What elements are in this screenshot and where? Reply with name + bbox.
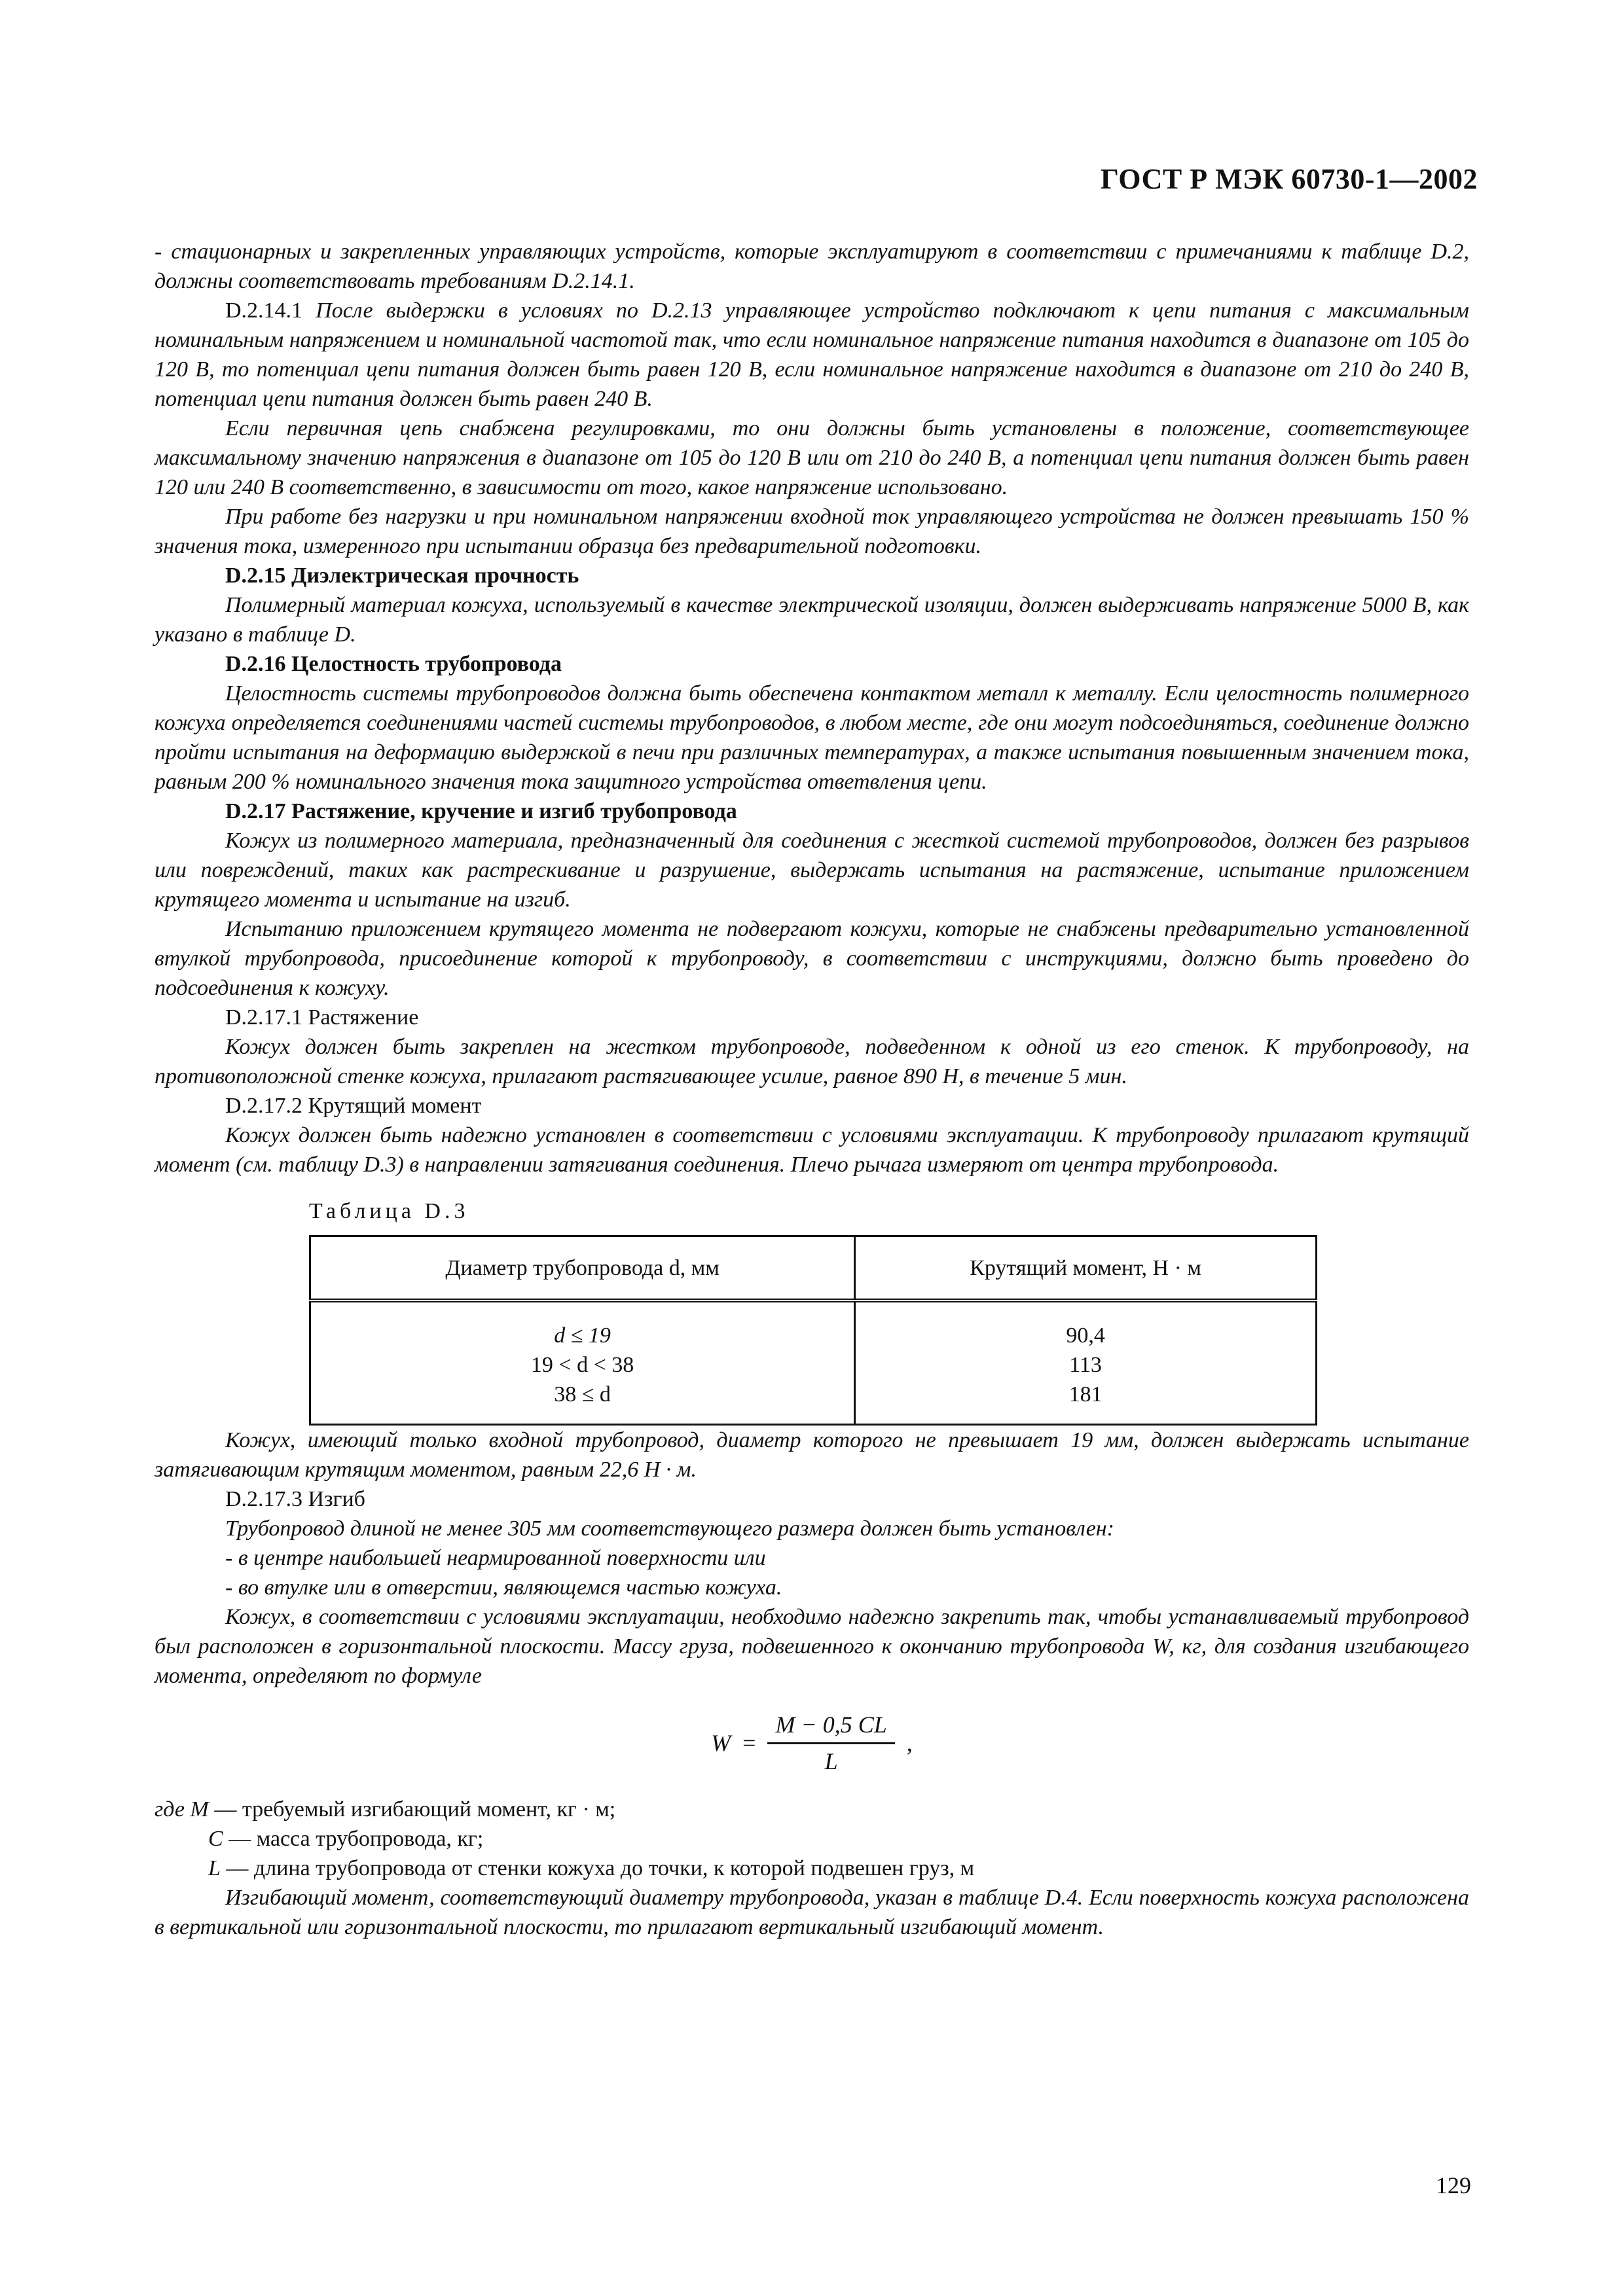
paragraph: Кожух из полимерного материала, предназначенный для соединения с жесткой системой трубопроводов, должен без разрывов или повреждений, таких как растрескивание и разрушение, выдержать испытания на растяжение, испытание приложением крутящего момента и испытание на изгиб. bbox=[155, 829, 1469, 912]
where-line bbox=[155, 1824, 1469, 1854]
document-header: ГОСТ Р МЭК 60730-1—2002 bbox=[1100, 163, 1478, 195]
page-number: 129 bbox=[1436, 2172, 1471, 2198]
torque-table bbox=[309, 1235, 1317, 1426]
paragraph: Кожух должен быть закреплен на жестком трубопроводе, подведенном к одной из его стенок. К трубопроводу, на противоположной стенке кожуха, прилагают растягивающее усилие, равное 890 Н, в течение 5 мин. bbox=[155, 1035, 1469, 1088]
formula-equals: = bbox=[742, 1730, 756, 1756]
where-prefix: где bbox=[155, 1797, 185, 1821]
table-cell: 181 bbox=[1068, 1382, 1103, 1407]
paragraph: - стационарных и закрепленных управляющих устройств, которые эксплуатируют в соответствии с примечаниями к таблице D.2, должны соответствовать требованиям D.2.14.1. bbox=[155, 240, 1469, 293]
formula-denominator: L bbox=[824, 1748, 838, 1774]
paragraph: Целостность системы трубопроводов должна быть обеспечена контактом металл к металлу. Если целостность полимерного кожуха определяется соединениями частей системы трубопроводов, в любом месте, где они могут подсоединяться, соединение должно пройти испытания на деформацию выдержкой в печи при различных температурах, а также испытания повышенным значением тока, равным 200 % номинального значения тока защитного устройства ответвления цепи. bbox=[155, 681, 1469, 794]
paragraph bbox=[155, 296, 1469, 414]
paragraph-text: После выдержки в условиях по D.2.13 управляющее устройство подключают к цепи питания с максимальным номинальным напряжением и номинальной частотой так, что если номинальное напряжение питания находится в диапазоне от 105 до 120 В, то потенциал цепи питания должен быть равен 120 В, если номинальное напряжение находится в диапазоне от 210 до 240 В, потенциал цепи питания должен быть равен 240 В. bbox=[155, 298, 1469, 411]
where-definition: — требуемый изгибающий момент, кг · м; bbox=[214, 1797, 616, 1821]
list-item: - в центре наибольшей неармированной поверхности или bbox=[225, 1546, 766, 1570]
paragraph: Кожух, в соответствии с условиями эксплуатации, необходимо надежно закрепить так, чтобы устанавливаемый трубопровод был расположен в горизонтальной плоскости. Массу груза, подвешенного к окончанию трубопровода W, кг, для создания изгибающего момента, определяют по формуле bbox=[155, 1605, 1469, 1688]
paragraph: Испытанию приложением крутящего момента не подвергают кожухи, которые не снабжены предварительно установленной втулкой трубопровода, присоединение которой к трубопроводу, в соответствии с инструкциями, должно быть проведено до подсоединения к кожуху. bbox=[155, 917, 1469, 1000]
list-item: - во втулке или в отверстии, являющемся частью кожуха. bbox=[225, 1575, 782, 1600]
table-caption: Таблица D.3 bbox=[309, 1199, 469, 1223]
table-cell: 19 < d < 38 bbox=[530, 1353, 634, 1377]
section-heading: D.2.17 Растяжение, кручение и изгиб трубопровода bbox=[225, 799, 737, 823]
table-cell: d ≤ 19 bbox=[554, 1323, 611, 1348]
table-cell: 38 ≤ d bbox=[554, 1382, 611, 1407]
formula-tail: , bbox=[906, 1730, 913, 1756]
where-definition: — масса трубопровода, кг; bbox=[228, 1827, 484, 1851]
where-symbol: L bbox=[208, 1856, 221, 1880]
subclause-heading: D.2.17.3 Изгиб bbox=[225, 1487, 365, 1511]
section-heading: D.2.15 Диэлектрическая прочность bbox=[225, 564, 579, 588]
paragraph: Кожух должен быть надежно установлен в соответствии с условиями эксплуатации. К трубопроводу прилагают крутящий момент (см. таблицу D.3) в направлении затягивания соединения. Плечо рычага измеряют от центра трубопровода. bbox=[155, 1123, 1469, 1177]
table-cell-diameters bbox=[310, 1300, 855, 1425]
paragraph: Изгибающий момент, соответствующий диаметру трубопровода, указан в таблице D.4. Если поверхность кожуха расположена в вертикальной или горизонтальной плоскости, то прилагают вертикальный изгибающий момент. bbox=[155, 1886, 1469, 1939]
section-heading: D.2.16 Целостность трубопровода bbox=[225, 652, 562, 676]
where-line bbox=[155, 1854, 1469, 1883]
paragraph: Трубопровод длиной не менее 305 мм соответствующего размера должен быть установлен: bbox=[225, 1516, 1114, 1541]
table-header-torque: Крутящий момент, Н · м bbox=[855, 1236, 1317, 1301]
document-body bbox=[155, 237, 1469, 1942]
formula-fraction bbox=[767, 1710, 894, 1776]
formula-numerator: M − 0,5 CL bbox=[767, 1710, 894, 1744]
table-cell: 113 bbox=[1069, 1353, 1102, 1377]
formula bbox=[155, 1710, 1469, 1776]
where-symbol: C bbox=[208, 1827, 223, 1851]
paragraph: При работе без нагрузки и при номинальном напряжении входной ток управляющего устройства не должен превышать 150 % значения тока, измеренного при испытании образца без предварительной подготовки. bbox=[155, 505, 1469, 558]
paragraph: Кожух, имеющий только входной трубопровод, диаметр которого не превышает 19 мм, должен выдержать испытание затягивающим крутящим моментом, равным 22,6 Н · м. bbox=[155, 1428, 1469, 1482]
table-cell: 90,4 bbox=[1066, 1323, 1105, 1348]
where-symbol: M bbox=[190, 1797, 209, 1821]
paragraph: Полимерный материал кожуха, используемый в качестве электрической изоляции, должен выдерживать напряжение 5000 В, как указано в таблице D. bbox=[155, 593, 1469, 647]
clause-number: D.2.14.1 bbox=[225, 298, 303, 323]
where-line bbox=[155, 1795, 1469, 1824]
subclause-heading: D.2.17.2 Крутящий момент bbox=[225, 1094, 482, 1118]
formula-lhs: W bbox=[711, 1730, 731, 1756]
subclause-heading: D.2.17.1 Растяжение bbox=[225, 1005, 419, 1030]
table-cell-torques bbox=[855, 1300, 1317, 1425]
where-definition: — длина трубопровода от стенки кожуха до точки, к которой подвешен груз, м bbox=[226, 1856, 975, 1880]
paragraph: Если первичная цепь снабжена регулировками, то они должны быть установлены в положение, соответствующее максимальному значению напряжения в диапазоне от 105 до 120 В или от 210 до 240 В, а потенциал цепи питания должен быть равен 120 или 240 В соответственно, в зависимости от того, какое напряжение использовано. bbox=[155, 416, 1469, 499]
table-header-diameter: Диаметр трубопровода d, мм bbox=[310, 1236, 855, 1301]
